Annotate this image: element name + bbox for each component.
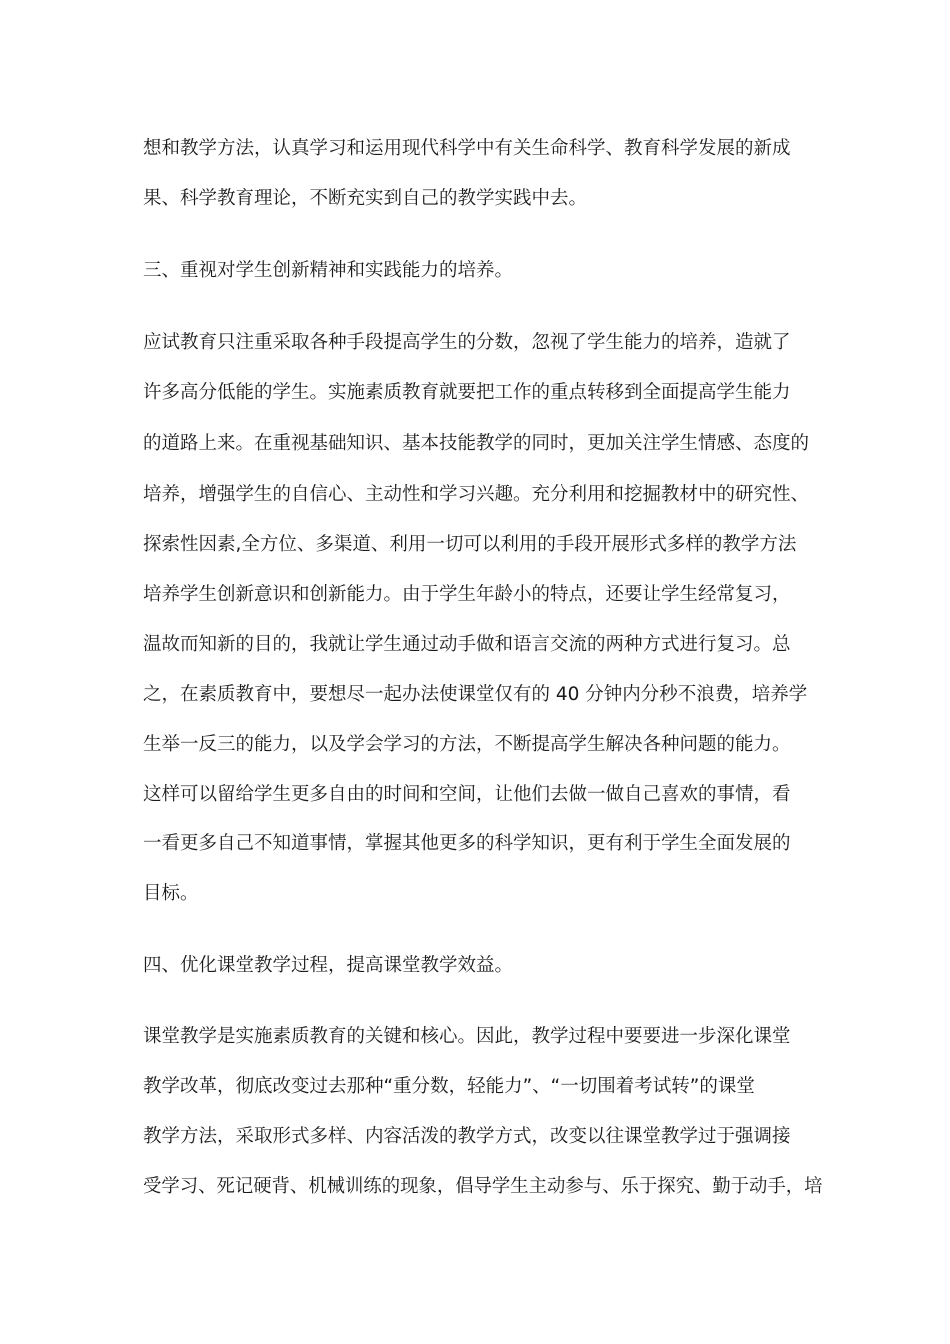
paragraph-line: 果、科学教育理论，不断充实到自己的教学实践中去。 — [143, 188, 588, 209]
paragraph-line: 受学习、死记硬背、机械训练的现象，倡导学生主动参与、乐于探究、勤于动手，培 — [143, 1176, 823, 1197]
paragraph-line: 应试教育只注重采取各种手段提高学生的分数，忽视了学生能力的培养，造就了 — [143, 332, 791, 353]
paragraph-line: 课堂教学是实施素质教育的关键和核心。因此，教学过程中要要进一步深化课堂 — [143, 1026, 791, 1047]
paragraph-line: 的道路上来。在重视基础知识、基本技能教学的同时，更加关注学生情感、态度的 — [143, 433, 810, 454]
paragraph-line: 培养，增强学生的自信心、主动性和学习兴趣。充分利用和挖掘教材中的研究性、 — [143, 484, 810, 505]
paragraph-line: 目标。 — [143, 883, 199, 904]
paragraph-line: 探索性因素,全方位、多渠道、利用一切可以利用的手段开展形式多样的教学方法 — [143, 534, 797, 555]
paragraph-line: 生举一反三的能力，以及学会学习的方法，不断提高学生解决各种问题的能力。 — [143, 734, 791, 755]
paragraph-line: 教学方法，采取形式多样、内容活泼的教学方式，改变以往课堂教学过于强调接 — [143, 1126, 791, 1147]
section-heading: 三、重视对学生创新精神和实践能力的培养。 — [143, 260, 514, 281]
paragraph-line: 温故而知新的目的，我就让学生通过动手做和语言交流的两种方式进行复习。总 — [143, 634, 791, 655]
section-heading: 四、优化课堂教学过程，提高课堂教学效益。 — [143, 955, 514, 976]
paragraph-line: 想和教学方法，认真学习和运用现代科学中有关生命科学、教育科学发展的新成 — [143, 138, 791, 159]
paragraph-line: 一看更多自己不知道事情，掌握其他更多的科学知识，更有利于学生全面发展的 — [143, 833, 791, 854]
paragraph-line: 之，在素质教育中，要想尽一起办法使课堂仅有的 40 分钟内分秒不浪费，培养学 — [143, 684, 808, 705]
paragraph-line: 培养学生创新意识和创新能力。由于学生年龄小的特点，还要让学生经常复习， — [143, 584, 791, 605]
paragraph-line: 这样可以留给学生更多自由的时间和空间，让他们去做一做自己喜欢的事情，看 — [143, 784, 791, 805]
paragraph-line: 教学改革，彻底改变过去那种“重分数，轻能力”、“一切围着考试转”的课堂 — [143, 1076, 755, 1097]
paragraph-line: 许多高分低能的学生。实施素质教育就要把工作的重点转移到全面提高学生能力 — [143, 382, 791, 403]
